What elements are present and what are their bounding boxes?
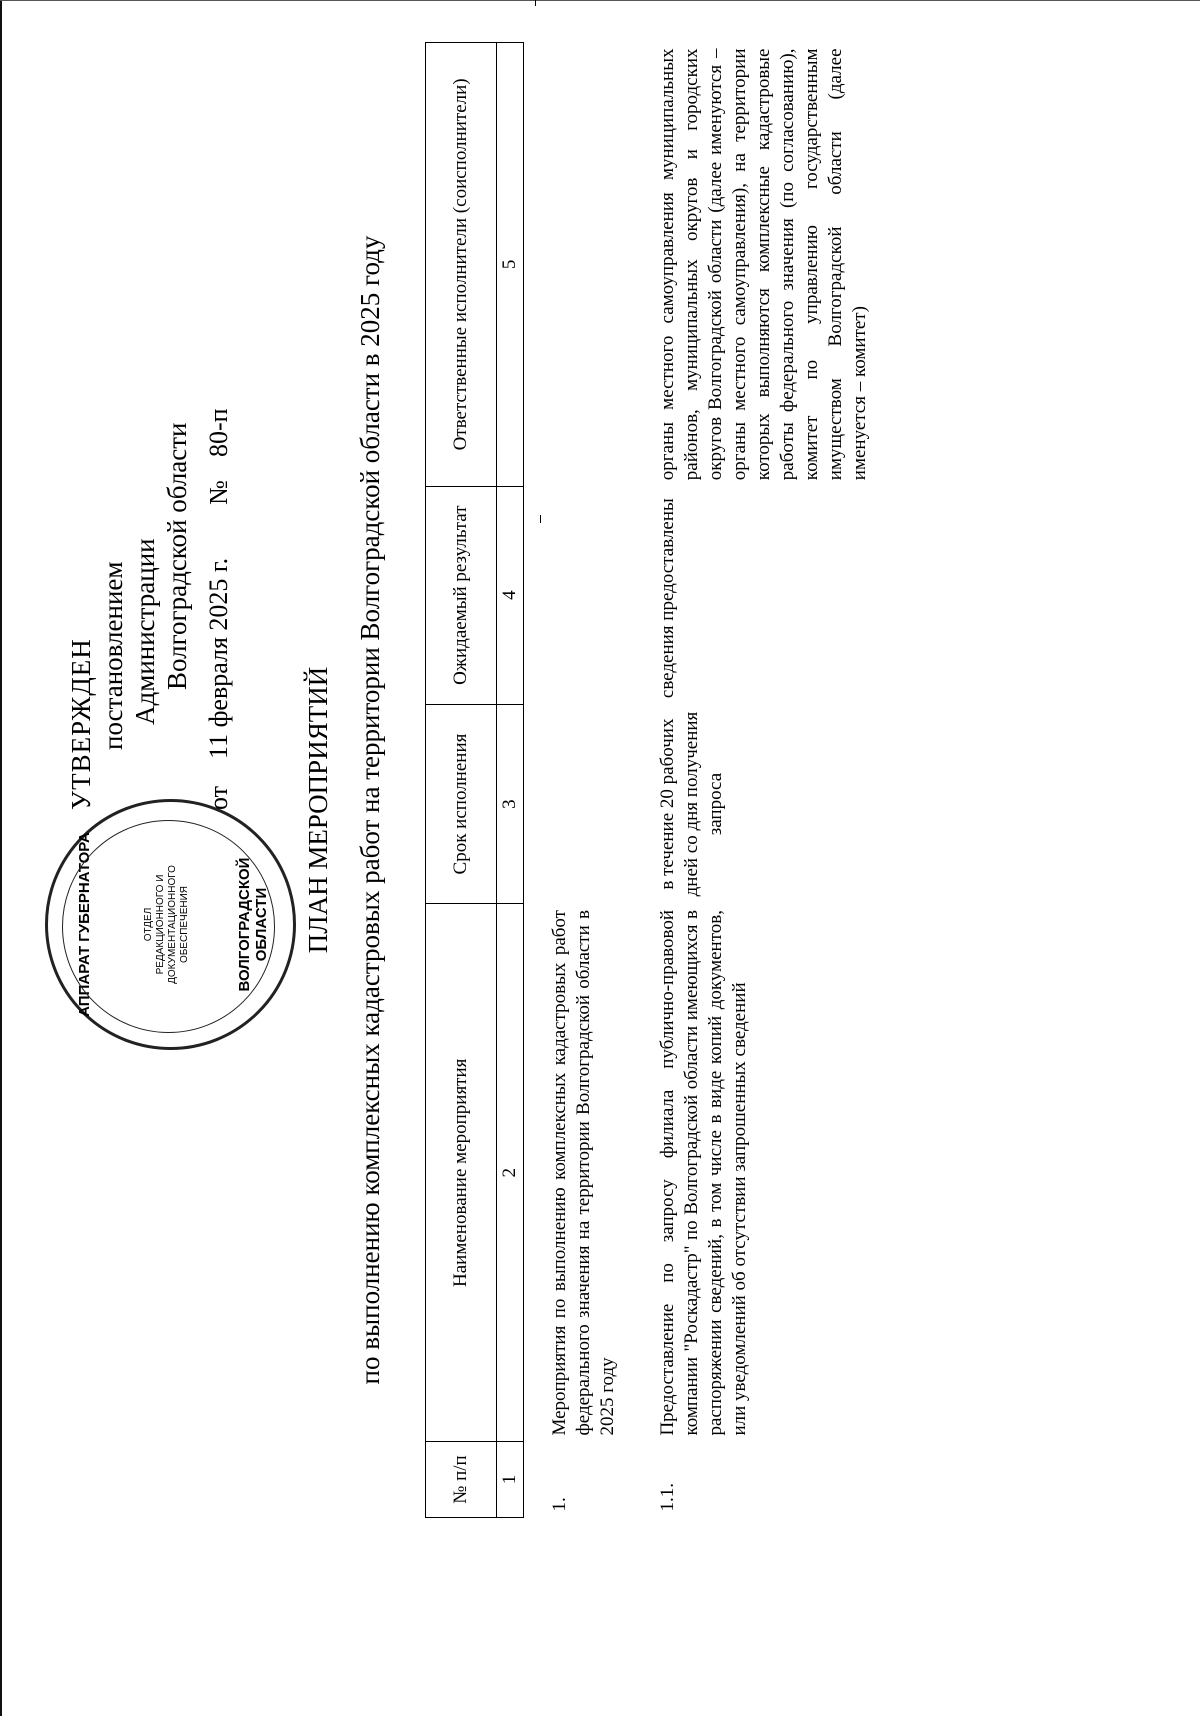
official-stamp [45,799,296,1050]
scan-mark [535,0,536,6]
approval-number: 80-п [204,408,233,458]
approval-block [65,350,235,810]
page-subtitle: по выполнению комплексных кадастровых работ на территории Волгоградской области в 2025 году [355,235,385,1385]
table-column-numbers-row [497,43,524,1518]
table-row [524,43,641,1518]
row-result: сведения предоставлены [657,498,678,699]
document-page [20,30,1100,1590]
row-term: в течение 20 рабочих дней со дня получения запроса [657,711,726,897]
row-activity-name: Предоставление по запросу филиала публично-правовой компании "Роскадастр" по Волгоградской области имеющихся в распоряжении сведений, в том числе в виде копий документов, или уведомлений об отсутствии запрошенных сведений [657,910,750,1436]
header-responsible: Ответственные исполнители (соисполнители) [426,43,497,487]
column-number: 3 [497,704,524,904]
row-number: 1. [549,1497,570,1512]
column-number: 1 [497,1442,524,1518]
approval-line-3: Волгоградской области [162,422,192,690]
approval-line-2: Администрации [130,538,160,725]
row-responsible [524,43,641,487]
row-activity-name: Мероприятия по выполнению комплексных кадастровых работ федерального значения на территории Волгоградской области в 2025 году [549,910,618,1436]
stamp-line: ДОКУМЕНТАЦИОННОГО [167,865,178,984]
row-number: 1.1. [657,1483,678,1512]
header-term: Срок исполнения [426,704,497,904]
approval-heading: УТВЕРЖДЕН [66,638,96,810]
table-row [640,43,872,1518]
stamp-center-text [143,857,191,992]
column-number: 4 [497,486,524,704]
stamp-ring-bottom: ВОЛГОГРАДСКОЙ ОБЛАСТИ [236,857,270,992]
plan-table [425,42,872,1518]
stamp-line: ОБЕСПЕЧЕНИЯ [179,885,190,964]
approval-date-line [203,350,235,810]
page-title: ПЛАН МЕРОПРИЯТИЙ [303,666,333,954]
approval-line-1: постановлением [98,561,128,750]
table-header-row [426,43,497,1518]
row-result [524,486,641,704]
column-number: 2 [497,904,524,1442]
scan-left-edge [0,0,2,1716]
header-result: Ожидаемый результат [426,486,497,704]
column-number: 5 [497,43,524,487]
number-prefix: № [204,480,233,505]
header-name: Наименование мероприятия [426,904,497,1442]
row-responsible: органы местного самоуправления муниципальных районов, муниципальных округов и городских округов Волгоградской области (далее именуются – органы местного самоуправления), на территории которых выполняются комплексные кадастровые работы федерального значения (по согласованию), комитет по управлению государственным имуществом Волгоградской области (далее именуется – комитет) [657,48,870,481]
header-number: № п/п [426,1442,497,1518]
stamp-line: ОТДЕЛ [143,907,154,942]
scan-top-edge [0,0,1200,1]
approval-date: 11 февраля 2025 г. [204,557,233,759]
stamp-ring-top: АППАРАТ ГУБЕРНАТОРА [76,832,93,1017]
date-prefix: от [204,785,233,810]
row-term [524,704,641,904]
stamp-line: РЕДАКЦИОННОГО И [155,874,166,975]
